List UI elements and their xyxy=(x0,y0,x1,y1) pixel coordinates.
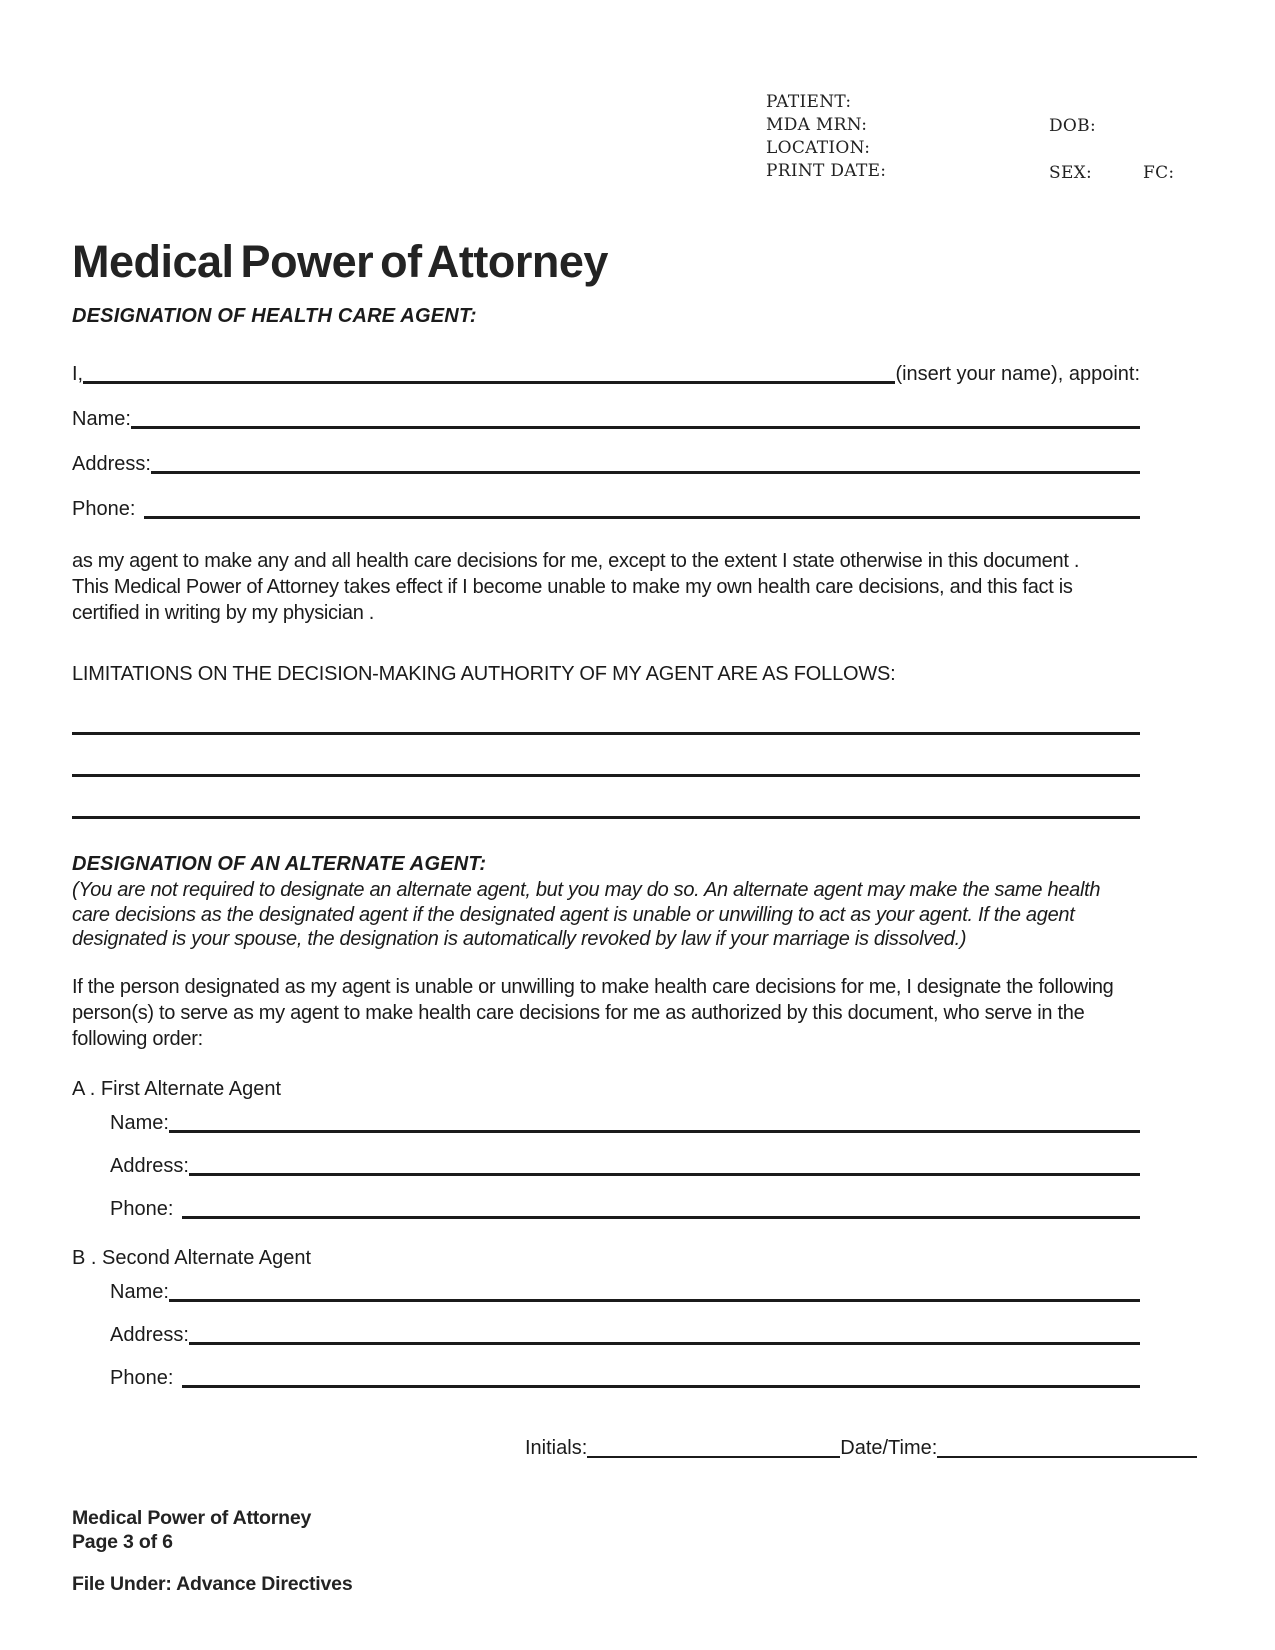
footer-doc-title: Medical Power of Attorney xyxy=(72,1507,312,1529)
agent-address-row xyxy=(72,450,1140,476)
health-care-agent-heading: DESIGNATION OF HEALTH CARE AGENT: xyxy=(72,305,477,327)
page-title: Medical Power of Attorney xyxy=(72,236,608,287)
agent-body-paragraph: as my agent to make any and all health care decisions for me, except to the extent I state otherwise in this document . This Medical Power of Attorney takes effect if I become unable to make my own health care decisions, and this fact is certified in writing by my physician . xyxy=(72,550,1080,624)
name-label: Name: xyxy=(72,408,131,430)
first-alt-address-row xyxy=(110,1152,1140,1178)
name-label: Name: xyxy=(110,1280,169,1303)
print-date-label: PRINT DATE: xyxy=(766,161,887,181)
first-alt-name-blank xyxy=(169,1130,1140,1133)
sex-label: SEX: xyxy=(1049,163,1093,183)
alternate-agent-note: (You are not required to designate an alternate agent, but you may do so. An alternate agent may make the same health care decisions as the designated agent if the designated agent is unable or unwilling to act as your agent. If the agent designated is your spouse, the designation is automatically revoked by law if your marriage is dissolved.) xyxy=(72,879,1101,950)
limitations-blank-line-3 xyxy=(72,816,1140,819)
address-label: Address: xyxy=(110,1323,189,1346)
limitations-blank-line-1 xyxy=(72,732,1140,735)
first-alt-address-blank xyxy=(189,1173,1140,1176)
second-alt-address-blank xyxy=(189,1342,1140,1345)
agent-phone-row xyxy=(72,495,1140,521)
agent-name-row xyxy=(72,405,1140,431)
name-label: Name: xyxy=(110,1111,169,1134)
page-footer xyxy=(72,1506,352,1596)
appoint-suffix: (insert your name), appoint: xyxy=(895,363,1140,385)
fc-label: FC: xyxy=(1143,163,1175,183)
second-alt-address-row xyxy=(110,1321,1140,1347)
second-alt-phone-row xyxy=(110,1364,1140,1390)
patient-label: PATIENT: xyxy=(766,92,852,112)
address-label: Address: xyxy=(110,1154,189,1177)
footer-page-number: Page 3 of 6 xyxy=(72,1531,173,1553)
second-alt-name-row xyxy=(110,1278,1140,1304)
initials-blank xyxy=(587,1456,840,1458)
second-alternate-agent-label: B . Second Alternate Agent xyxy=(72,1246,312,1269)
alternate-body-paragraph: If the person designated as my agent is unable or unwilling to make health care decisions for me, I designate the following person(s) to serve as my agent to make health care decisions for me as authorized by this document, who serve in the following order: xyxy=(72,975,1114,1050)
agent-address-blank xyxy=(151,471,1140,474)
first-alt-phone-blank xyxy=(182,1216,1140,1219)
second-alt-phone-blank xyxy=(182,1385,1140,1388)
agent-name-blank xyxy=(131,426,1140,429)
appoint-line xyxy=(72,360,1140,386)
dob-label: DOB: xyxy=(1049,116,1096,136)
first-alt-name-row xyxy=(110,1109,1140,1135)
first-alt-phone-row xyxy=(110,1195,1140,1221)
limitations-blank-line-2 xyxy=(72,774,1140,777)
footer-file-under: File Under: Advance Directives xyxy=(72,1573,353,1595)
address-label: Address: xyxy=(72,453,151,475)
insert-name-blank xyxy=(83,381,895,384)
phone-label: Phone: xyxy=(110,1197,174,1220)
location-label: LOCATION: xyxy=(766,138,871,158)
second-alt-name-blank xyxy=(169,1299,1140,1302)
datetime-label: Date/Time: xyxy=(840,1436,938,1459)
mda-mrn-label: MDA MRN: xyxy=(766,115,868,135)
initials-label: Initials: xyxy=(525,1436,588,1459)
phone-label: Phone: xyxy=(110,1366,174,1389)
datetime-blank xyxy=(937,1456,1197,1458)
first-alternate-agent-label: A . First Alternate Agent xyxy=(72,1077,282,1100)
appoint-prefix: I, xyxy=(72,363,84,385)
phone-label: Phone: xyxy=(72,498,136,520)
alternate-agent-heading: DESIGNATION OF AN ALTERNATE AGENT: xyxy=(72,853,487,875)
document-content xyxy=(72,0,1140,1460)
agent-phone-blank xyxy=(144,516,1140,519)
limitations-heading: LIMITATIONS ON THE DECISION-MAKING AUTHORITY OF MY AGENT ARE AS FOLLOWS: xyxy=(72,663,896,685)
initials-datetime-row xyxy=(525,1434,1197,1460)
